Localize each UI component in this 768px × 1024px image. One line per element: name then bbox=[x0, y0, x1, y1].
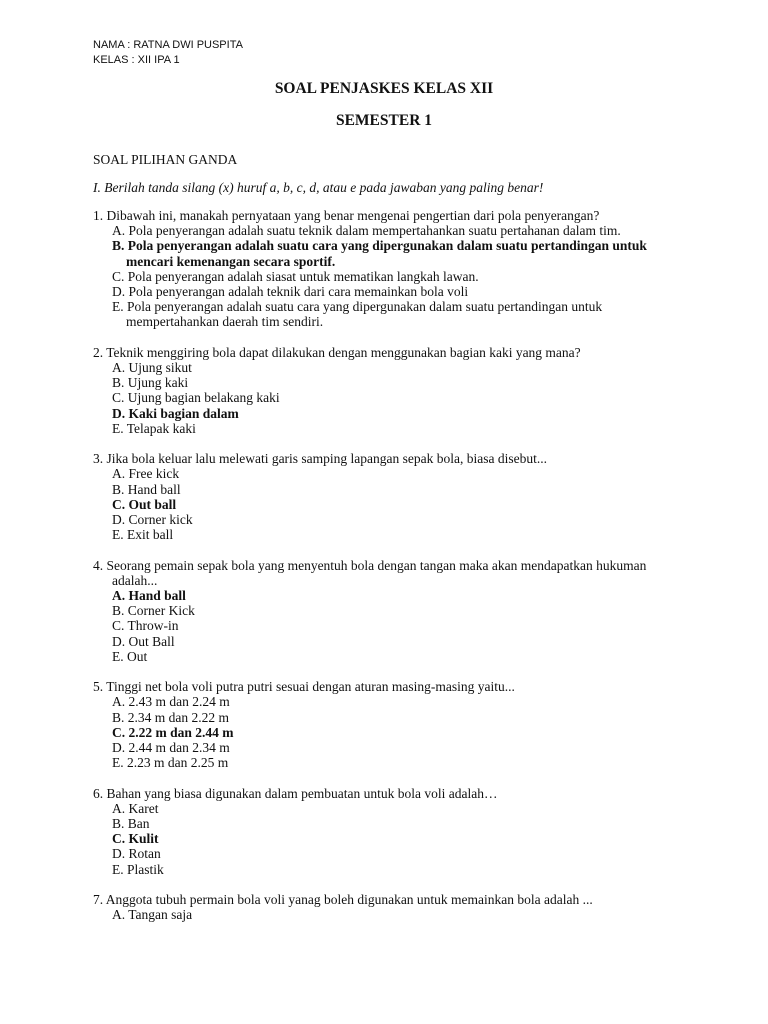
instruction-text: I. Berilah tanda silang (x) huruf a, b, c, d, atau e pada jawaban yang paling benar! bbox=[93, 180, 544, 195]
answer-option: B. Ujung kaki bbox=[112, 375, 189, 391]
answer-option: A. 2.43 m dan 2.24 m bbox=[112, 694, 230, 710]
answer-option: D. 2.44 m dan 2.34 m bbox=[112, 740, 230, 756]
question-item bbox=[93, 679, 693, 770]
question-text: 2. Teknik menggiring bola dapat dilakukan dengan menggunakan bagian kaki yang mana? bbox=[93, 344, 581, 360]
answer-option: C. Ujung bagian belakang kaki bbox=[112, 390, 280, 406]
answer-option: B. 2.34 m dan 2.22 m bbox=[112, 709, 229, 725]
answer-option: D. Corner kick bbox=[112, 512, 193, 528]
answer-options bbox=[93, 466, 693, 542]
answer-option: C. Throw-in bbox=[112, 618, 179, 634]
answer-option-correct: D. Kaki bagian dalam bbox=[112, 405, 239, 421]
answer-option: A. Karet bbox=[112, 800, 159, 816]
answer-options bbox=[93, 694, 693, 770]
question-text: 5. Tinggi net bola voli putra putri sesuai dengan aturan masing-masing yaitu... bbox=[93, 679, 515, 695]
answer-option: E. Out bbox=[112, 648, 148, 664]
answer-options bbox=[93, 801, 693, 877]
question-item bbox=[93, 451, 693, 542]
student-class: KELAS : XII IPA 1 bbox=[93, 54, 180, 66]
question-text: 7. Anggota tubuh permain bola voli yanag boleh digunakan untuk memainkan bola adalah ... bbox=[93, 892, 593, 908]
answer-option: B. Ban bbox=[112, 816, 150, 832]
answer-option: E. Plastik bbox=[112, 861, 164, 877]
question-item bbox=[93, 345, 693, 436]
answer-option: E. Pola penyerangan adalah suatu cara yang dipergunakan dalam suatu pertandingan untuk mempertahankan daerah tim sendiri. bbox=[112, 299, 603, 330]
question-item bbox=[93, 786, 693, 877]
answer-options bbox=[93, 223, 693, 329]
answer-option: A. Tangan saja bbox=[112, 907, 193, 923]
answer-option: A. Free kick bbox=[112, 466, 180, 482]
answer-option: D. Out Ball bbox=[112, 633, 175, 649]
answer-option: D. Rotan bbox=[112, 846, 161, 862]
answer-option: B. Corner Kick bbox=[112, 603, 195, 619]
semester-title: SEMESTER 1 bbox=[335, 112, 433, 129]
answer-option: B. Hand ball bbox=[112, 481, 181, 497]
answer-option: A. Ujung sikut bbox=[112, 360, 192, 376]
answer-option-correct: C. 2.22 m dan 2.44 m bbox=[112, 724, 234, 740]
answer-options bbox=[93, 360, 693, 436]
answer-option: E. 2.23 m dan 2.25 m bbox=[112, 755, 229, 771]
question-item bbox=[93, 558, 693, 664]
question-item bbox=[93, 208, 693, 330]
answer-option-correct: C. Kulit bbox=[112, 831, 159, 847]
document-title: SOAL PENJASKES KELAS XII bbox=[274, 80, 494, 97]
answer-option: E. Telapak kaki bbox=[112, 420, 196, 436]
answer-options bbox=[93, 588, 693, 664]
answer-option: E. Exit ball bbox=[112, 527, 174, 543]
question-text: 4. Seorang pemain sepak bola yang menyentuh bola dengan tangan maka akan mendapatkan hukuman adalah... bbox=[93, 557, 647, 588]
answer-option-correct: B. Pola penyerangan adalah suatu cara yang dipergunakan dalam suatu pertandingan untuk mencari kemenangan secara sportif. bbox=[112, 238, 647, 269]
answer-option: A. Pola penyerangan adalah suatu teknik dalam mempertahankan suatu pertahanan dalam tim. bbox=[112, 223, 621, 239]
answer-option: D. Pola penyerangan adalah teknik dari cara memainkan bola voli bbox=[112, 284, 469, 300]
question-list bbox=[93, 208, 693, 938]
student-name: NAMA : RATNA DWI PUSPITA bbox=[93, 39, 243, 51]
answer-option: C. Pola penyerangan adalah siasat untuk mematikan langkah lawan. bbox=[112, 268, 479, 284]
question-text: 1. Dibawah ini, manakah pernyataan yang benar mengenai pengertian dari pola penyerangan? bbox=[93, 208, 600, 223]
answer-options bbox=[93, 907, 693, 922]
answer-option-correct: C. Out ball bbox=[112, 496, 177, 512]
answer-option-correct: A. Hand ball bbox=[112, 588, 186, 604]
question-text: 6. Bahan yang biasa digunakan dalam pembuatan untuk bola voli adalah… bbox=[93, 785, 498, 801]
question-text: 3. Jika bola keluar lalu melewati garis samping lapangan sepak bola, biasa disebut... bbox=[93, 451, 547, 467]
section-heading: SOAL PILIHAN GANDA bbox=[93, 152, 238, 167]
student-header bbox=[93, 38, 243, 68]
question-item bbox=[93, 892, 693, 922]
